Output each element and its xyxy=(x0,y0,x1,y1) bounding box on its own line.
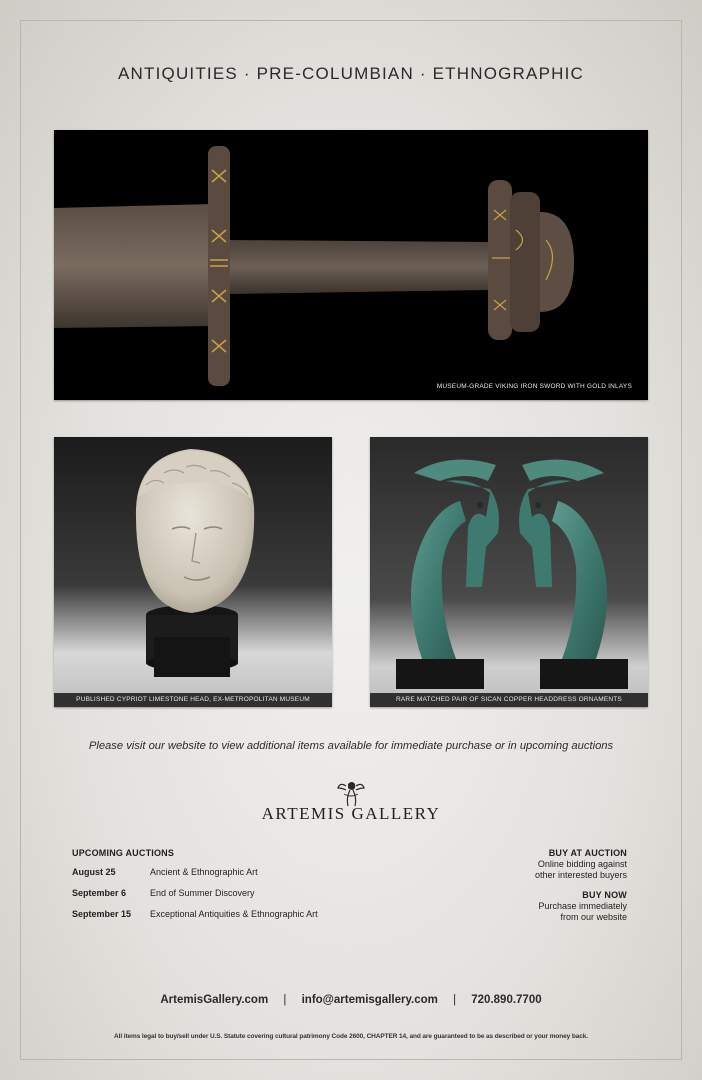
buy-at-auction-title: BUY AT AUCTION xyxy=(548,848,627,858)
ornaments-photo xyxy=(370,437,648,707)
head-caption: PUBLISHED CYPRIOT LIMESTONE HEAD, EX-METROPOLITAN MUSEUM xyxy=(54,693,332,707)
viking-sword-image xyxy=(54,130,648,400)
legal-disclaimer: All items legal to buy/sell under U.S. Statute covering cultural patrimony Code 2600, CHAPTER 14, and are guaranteed to be as described or your money back. xyxy=(114,1033,588,1040)
copper-ornaments-image xyxy=(370,437,648,707)
website-link[interactable]: ArtemisGallery.com xyxy=(160,994,269,1006)
buy-now-line: Purchase immediately xyxy=(538,901,627,911)
auction-date: September 15 xyxy=(72,909,132,919)
buy-now-title: BUY NOW xyxy=(582,890,627,900)
brand-name: ARTEMIS GALLERY xyxy=(261,804,441,823)
buy-now-line: from our website xyxy=(560,912,627,922)
buy-at-auction-line: Online bidding against xyxy=(537,859,627,869)
page-title: ANTIQUITIES · PRE-COLUMBIAN · ETHNOGRAPHIC xyxy=(118,64,584,83)
sword-photo xyxy=(54,130,648,400)
buy-at-auction-line: other interested buyers xyxy=(534,870,627,880)
contact-line xyxy=(0,994,702,1006)
ornaments-caption: RARE MATCHED PAIR OF SICAN COPPER HEADDRESS ORNAMENTS xyxy=(370,693,648,707)
auction-name: Exceptional Antiquities & Ethnographic Art xyxy=(150,909,318,919)
website-tagline: Please visit our website to view additional items available for immediate purchase or in upcoming auctions xyxy=(88,740,614,752)
auctions-title: UPCOMING AUCTIONS xyxy=(72,848,175,858)
buy-options xyxy=(535,848,627,923)
phone-number[interactable]: 720.890.7700 xyxy=(471,994,542,1006)
separator: | xyxy=(283,994,287,1006)
limestone-head-image xyxy=(54,437,332,707)
email-link[interactable]: info@artemisgallery.com xyxy=(301,994,438,1006)
auction-date: September 6 xyxy=(72,888,127,898)
sword-caption: MUSEUM-GRADE VIKING IRON SWORD WITH GOLD INLAYS xyxy=(436,383,632,390)
auction-row xyxy=(72,909,318,930)
auction-row xyxy=(72,888,318,909)
head-photo xyxy=(54,437,332,707)
auction-name: Ancient & Ethnographic Art xyxy=(150,867,258,877)
upcoming-auctions xyxy=(72,848,318,930)
separator: | xyxy=(453,994,457,1006)
auction-row xyxy=(72,867,318,888)
auction-date: August 25 xyxy=(72,867,116,877)
auction-name: End of Summer Discovery xyxy=(150,888,255,898)
